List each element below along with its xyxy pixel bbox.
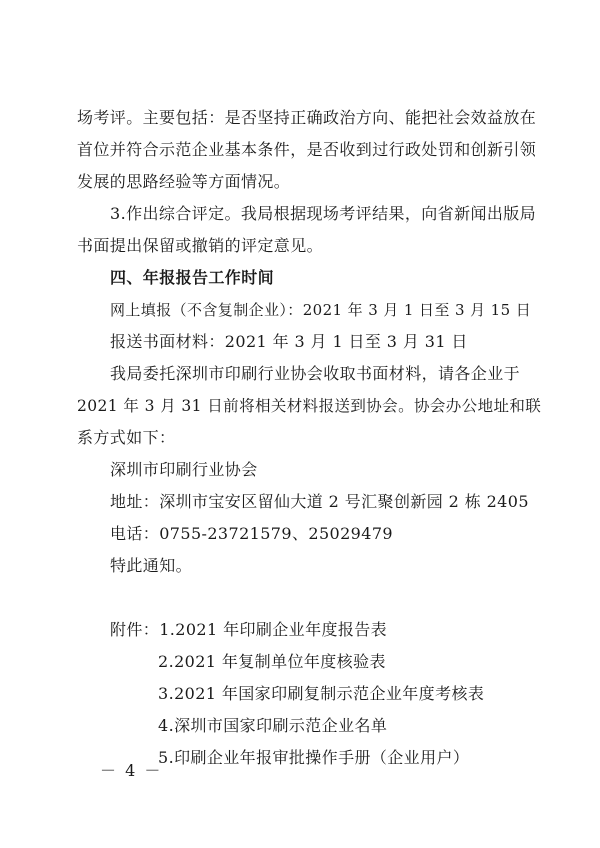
address: 地址：深圳市宝安区留仙大道 2 号汇聚创新园 2 栋 2405 [110, 492, 529, 511]
attachment-item: 附件：1.2021 年印刷企业年度报告表 [110, 620, 388, 639]
text-line: 我局委托深圳市印刷行业协会收取书面材料，请各企业于 [110, 364, 521, 383]
text-line: 发展的思路经验等方面情况。 [77, 172, 291, 191]
attachment-item: 3.2021 年国家印刷复制示范企业年度考核表 [158, 684, 485, 703]
section-heading: 四、年报报告工作时间 [110, 268, 275, 287]
page-number: － 4 － [100, 761, 163, 780]
text-line: 系方式如下： [77, 428, 176, 447]
text-line: 3.作出综合评定。我局根据现场考评结果，向省新闻出版局 [110, 204, 537, 223]
attachment-item: 4.深圳市国家印刷示范企业名单 [158, 716, 388, 735]
text-line: 首位并符合示范企业基本条件，是否收到过行政处罚和创新引领 [77, 140, 537, 159]
text-line: 场考评。主要包括：是否坚持正确政治方向、能把社会效益放在 [77, 108, 537, 127]
closing: 特此通知。 [110, 556, 193, 575]
online-filing-period: 网上填报（不含复制企业）：2021 年 3 月 1 日至 3 月 15 日 [110, 301, 532, 319]
org-name: 深圳市印刷行业协会 [110, 460, 258, 479]
attachment-item: 5.印刷企业年报审批操作手册（企业用户） [158, 748, 470, 767]
phone: 电话：0755-23721579、25029479 [110, 524, 393, 543]
text-line: 2021 年 3 月 31 日前将相关材料报送到协会。协会办公地址和联 [77, 397, 542, 415]
paper-submission-period: 报送书面材料：2021 年 3 月 1 日至 3 月 31 日 [110, 332, 468, 351]
text-line: 书面提出保留或撤销的评定意见。 [77, 236, 324, 255]
attachment-item: 2.2021 年复制单位年度核验表 [158, 652, 386, 671]
